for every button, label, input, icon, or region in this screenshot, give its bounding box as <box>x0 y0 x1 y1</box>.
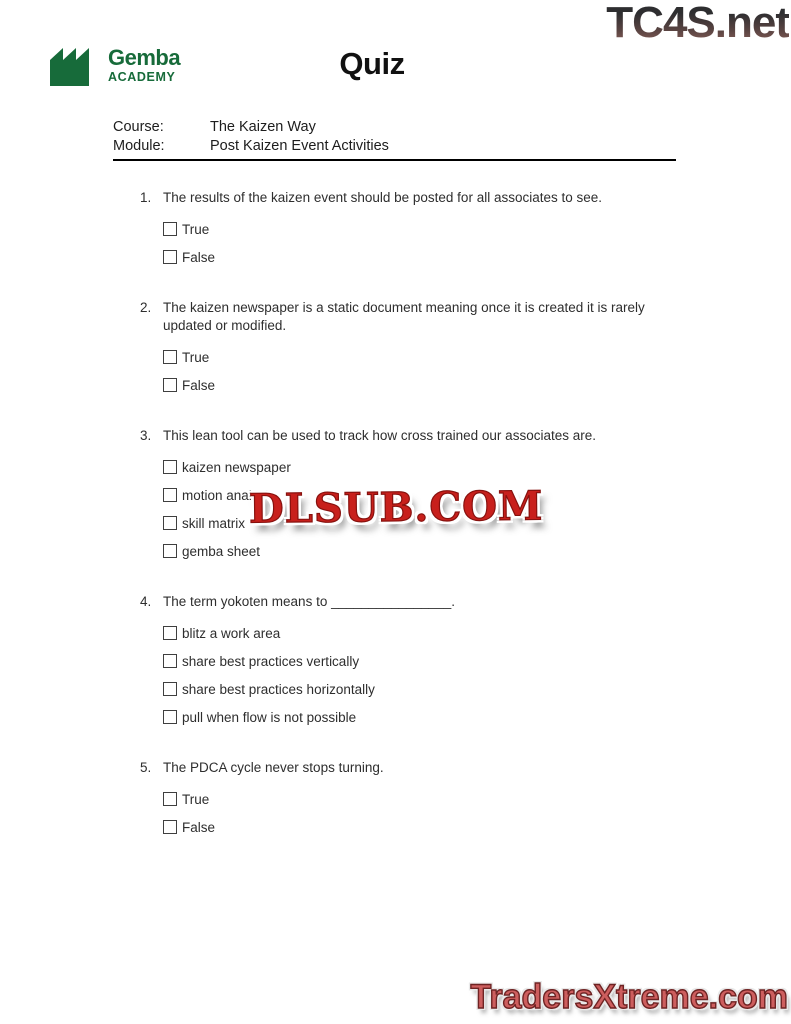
option-label: skill matrix <box>182 515 245 531</box>
question-text-row <box>140 189 685 207</box>
option-label: False <box>182 819 216 835</box>
question-text-row <box>140 759 685 777</box>
watermark-dlsub: DLSUB.COM <box>248 482 544 533</box>
logo-subtitle: ACADEMY <box>108 69 176 84</box>
checkbox[interactable] <box>163 682 177 696</box>
course-row <box>113 118 676 137</box>
answer-option[interactable] <box>163 785 685 813</box>
checkbox[interactable] <box>163 544 177 558</box>
checkbox[interactable] <box>163 460 177 474</box>
module-row <box>113 137 676 156</box>
answer-option[interactable] <box>163 675 685 703</box>
option-label: pull when flow is not possible <box>182 709 357 725</box>
checkbox[interactable] <box>163 654 177 668</box>
watermark-tradersxtreme: TradersXtreme.com <box>470 978 788 1016</box>
option-label: True <box>182 349 210 365</box>
module-label: Module: <box>113 138 165 154</box>
logo-name: Gemba <box>108 44 181 70</box>
question-text: The term yokoten means to ________________. <box>163 594 455 609</box>
course-module-block <box>113 118 676 161</box>
option-label: blitz a work area <box>182 625 281 641</box>
checkbox[interactable] <box>163 516 177 530</box>
course-value: The Kaizen Way <box>210 119 316 135</box>
answer-option[interactable] <box>163 813 685 841</box>
checkbox[interactable] <box>163 350 177 364</box>
answer-options <box>163 215 685 271</box>
question-text: This lean tool can be used to track how cross trained our associates are. <box>163 428 596 443</box>
answer-option[interactable] <box>163 215 685 243</box>
answer-option[interactable] <box>163 647 685 675</box>
answer-options <box>163 619 685 731</box>
answer-option[interactable] <box>163 703 685 731</box>
question-number: 5. <box>140 760 152 775</box>
watermark-tc4s: TC4S.net <box>606 0 789 47</box>
question-text-row <box>140 299 685 335</box>
question-number: 4. <box>140 594 152 609</box>
option-label: True <box>182 221 210 237</box>
checkbox[interactable] <box>163 222 177 236</box>
option-label: share best practices horizontally <box>182 681 375 697</box>
checkbox[interactable] <box>163 626 177 640</box>
option-label: kaizen newspaper <box>182 459 291 475</box>
answer-option[interactable] <box>163 343 685 371</box>
answer-option[interactable] <box>163 243 685 271</box>
answer-option[interactable] <box>163 371 685 399</box>
question-text-row <box>140 427 685 445</box>
answer-option[interactable] <box>163 453 685 481</box>
question-text: The results of the kaizen event should be posted for all associates to see. <box>163 190 603 205</box>
checkbox[interactable] <box>163 378 177 392</box>
answer-options <box>163 785 685 841</box>
option-label: False <box>182 249 216 265</box>
option-label: share best practices vertically <box>182 653 360 669</box>
course-label: Course: <box>113 119 164 135</box>
page-title: Quiz <box>339 46 405 81</box>
option-label: gemba sheet <box>182 543 261 559</box>
answer-option[interactable] <box>163 619 685 647</box>
question-1 <box>140 189 685 271</box>
checkbox[interactable] <box>163 488 177 502</box>
question-text-row <box>140 593 685 611</box>
question-number: 1. <box>140 190 152 205</box>
checkbox[interactable] <box>163 710 177 724</box>
question-number: 3. <box>140 428 152 443</box>
checkbox[interactable] <box>163 792 177 806</box>
question-5 <box>140 759 685 841</box>
checkbox[interactable] <box>163 820 177 834</box>
module-value: Post Kaizen Event Activities <box>210 138 389 154</box>
question-number: 2. <box>140 300 152 315</box>
checkbox[interactable] <box>163 250 177 264</box>
option-label: True <box>182 791 210 807</box>
answer-options <box>163 343 685 399</box>
question-text: The kaizen newspaper is a static document meaning once it is created it is rarely updated or modified. <box>163 300 645 333</box>
question-2 <box>140 299 685 399</box>
option-label: False <box>182 377 216 393</box>
answer-option[interactable] <box>163 537 685 565</box>
question-text: The PDCA cycle never stops turning. <box>163 760 384 775</box>
option-label: motion analysis <box>182 487 276 503</box>
question-4 <box>140 593 685 731</box>
